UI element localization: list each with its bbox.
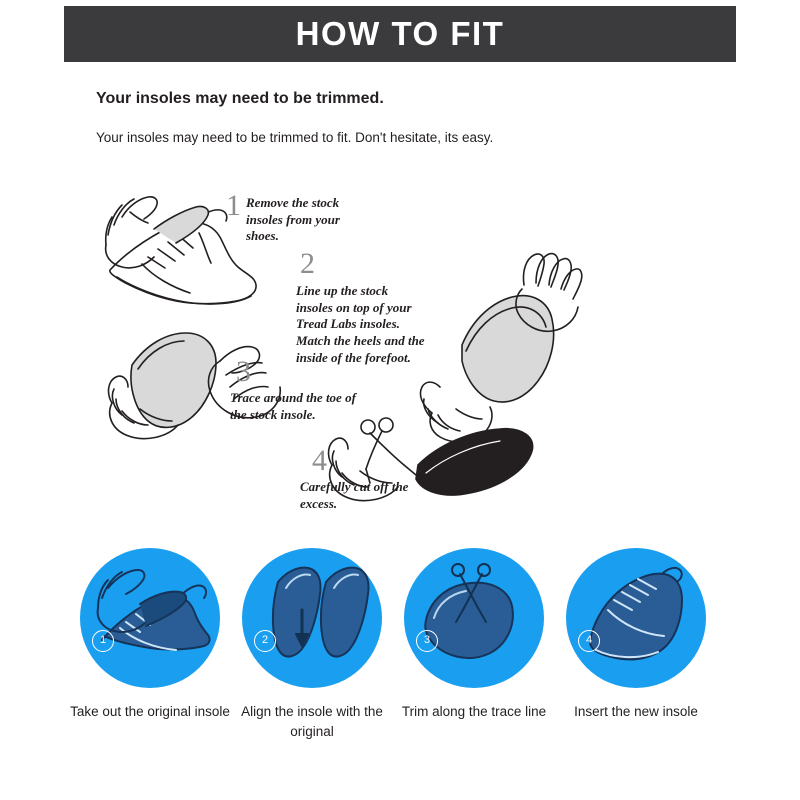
summary-step-2-badge: 2 <box>254 630 276 652</box>
summary-step-3 <box>394 548 554 722</box>
summary-step-1-badge: 1 <box>92 630 114 652</box>
step-text-4: Carefully cut off the excess. <box>300 479 409 511</box>
summary-steps-row <box>0 548 800 788</box>
header-banner <box>64 6 736 62</box>
step-number-3: 3 <box>236 355 251 388</box>
step-text-3: Trace around the toe of the stock insole. <box>230 390 356 422</box>
scissors-trim-icon <box>404 548 544 688</box>
shoe-insert-insole-icon <box>566 548 706 688</box>
summary-step-4 <box>556 548 716 722</box>
summary-step-1-caption: Take out the original insole <box>70 704 230 719</box>
summary-step-3-illustration <box>404 548 544 688</box>
summary-step-3-badge: 3 <box>416 630 438 652</box>
summary-step-2-illustration <box>242 548 382 688</box>
summary-step-3-caption: Trim along the trace line <box>401 704 547 719</box>
summary-step-2-caption: Align the insole with the original <box>241 704 383 739</box>
two-insoles-align-icon <box>242 548 382 688</box>
page-title: HOW TO FIT <box>295 15 505 52</box>
step-number-4: 4 <box>312 444 327 477</box>
illustration-step-2 <box>420 254 581 442</box>
step-text-1: Remove the stock insoles from your shoes. <box>246 195 340 244</box>
intro-subtext: Your insoles may need to be trimmed to fit. Don't hesitate, its easy. <box>96 130 494 145</box>
summary-step-1 <box>70 548 230 722</box>
summary-step-1-illustration <box>80 548 220 688</box>
step-number-1: 1 <box>226 189 241 222</box>
step-number-2: 2 <box>300 247 315 280</box>
intro-heading: Your insoles may need to be trimmed. <box>96 90 384 107</box>
summary-step-4-badge: 4 <box>578 630 600 652</box>
step-text-2: Line up the stock insoles on top of your Tread Labs insoles. Match the heels and the inside of the forefoot. <box>296 283 425 365</box>
summary-step-2 <box>232 548 392 741</box>
summary-step-4-illustration <box>566 548 706 688</box>
summary-step-4-caption: Insert the new insole <box>574 704 698 719</box>
line-art-illustrations <box>70 165 730 535</box>
shoe-pull-insole-icon <box>80 548 220 688</box>
